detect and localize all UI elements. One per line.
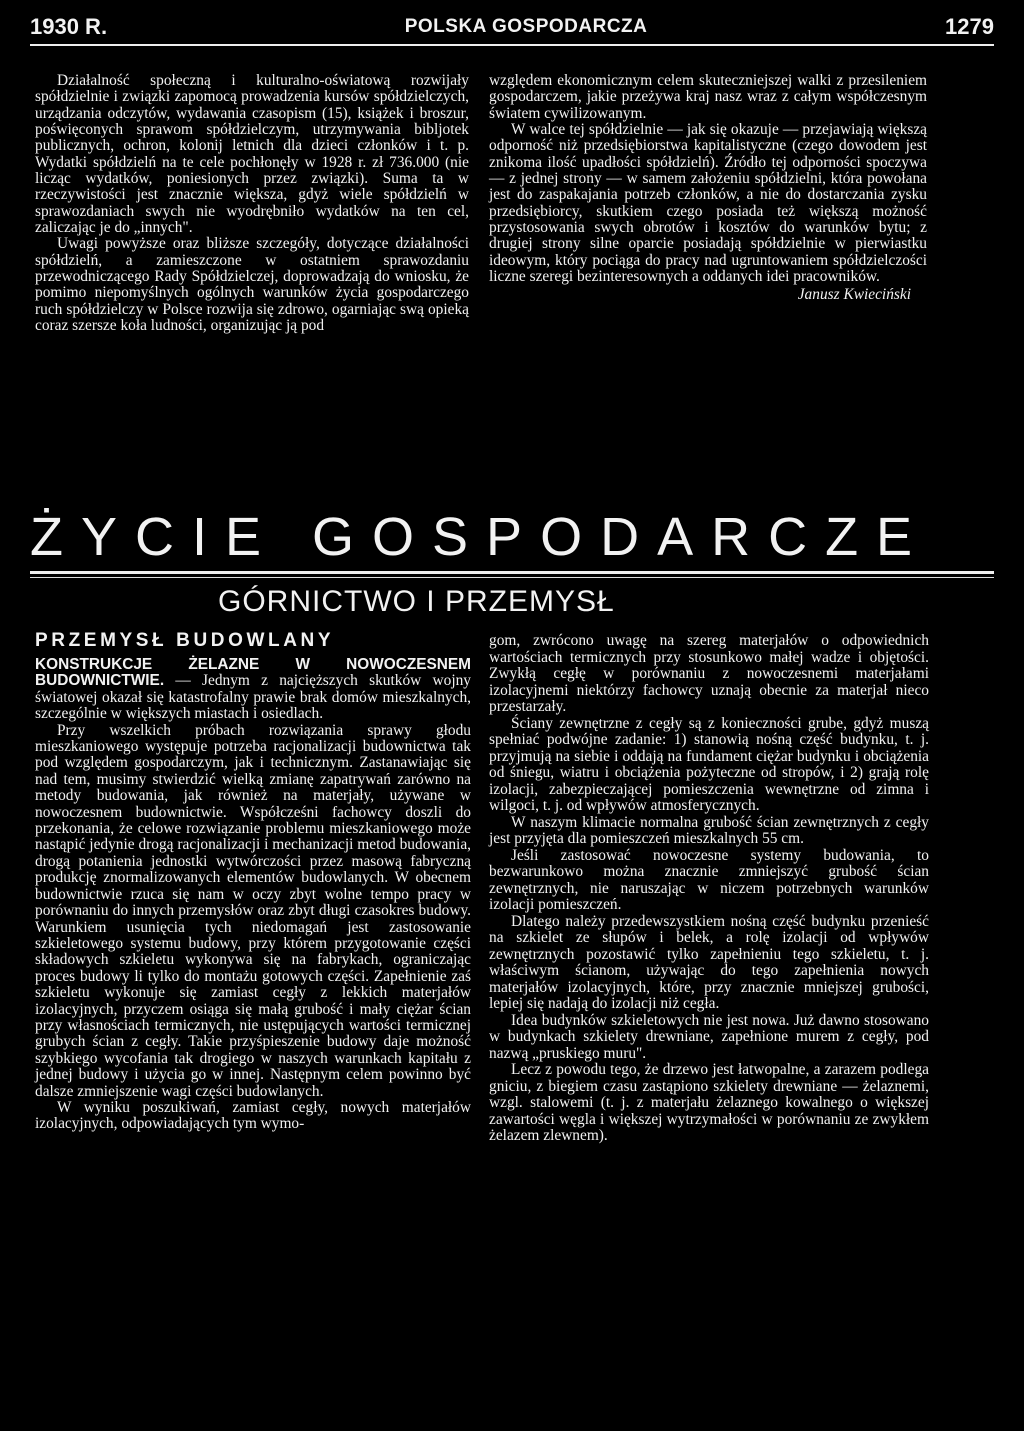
paragraph: W naszym klimacie normalna grubość ścian zewnętrznych z cegły jest przyjęta dla pomieszczeń mieszkalnych 55 cm.: [489, 813, 929, 847]
header-magazine-title: POLSKA GOSPODARCZA: [404, 16, 648, 37]
page-header: [30, 10, 994, 46]
paragraph: Działalność społeczną i kulturalno-oświatową rozwijały spółdzielnie i związki zapomocą prowadzenia kursów spółdzielczych, urządzania odczytów, wydawania czasopism (15), książek i broszur, poświęconych sprawom spółdzielczym, utrzymywania bibljotek publicznych, ochron, kolonij letnich dla dzieci członków i t. p. Wydatki spółdzielń na te cele pochłonęły w 1928 r. zł 736.000 (nie licząc wydatków, poniesionych przez związki). Suma ta w rzeczywistości jest znacznie większa, gdyż wiele spółdzielń w sprawozdaniach swych nie wyodrębniło wydatków na ten cel, zaliczając je do „innych".: [35, 72, 469, 237]
author-signature: Janusz Kwieciński: [797, 286, 911, 304]
paragraph: Idea budynków szkieletowych nie jest nowa. Już dawno stosowano w budynkach szkielety drewniane, zapełnione murem z cegły, pod nazwą „pruskiego muru".: [489, 1011, 929, 1062]
paragraph: względem ekonomicznym celem skuteczniejszej walki z przesileniem gospodarczem, jakie przeżywa kraj nasz wraz z całym współczesnym światem cywilizowanym.: [489, 72, 927, 122]
paragraph: Ściany zewnętrzne z cegły są z konieczności grube, gdyż muszą spełniać podwójne zadanie: 1) stanowią nośną część budynku, t. j. przyjmują na siebie i oddają na fundament ciężar budynku i obciążenia od śniegu, wiatru i obciążenia pożyteczne od stropów, i 2) grają rolę izolacji, zabezpieczającej pomieszczenia wewnętrzne od zimna i wilgoci, t. j. od wpływów atmosferycznych.: [489, 714, 929, 814]
divider: [30, 577, 994, 578]
lead-paragraph: [35, 657, 471, 723]
header-year: 1930 R.: [30, 14, 108, 39]
paragraph: W wyniku poszukiwań, zamiast cegły, nowych materjałów izolacyjnych, odpowiadających tym wymo-: [35, 1098, 471, 1133]
paragraph: Jeśli zastosować nowoczesne systemy budowania, to bezwarunkowo można znacznie zmniejszyć grubość ścian zewnętrznych, nie naruszając w niczem potrzebnych warunków izolacji pomieszczeń.: [489, 846, 929, 913]
top-left-column: [35, 73, 469, 335]
paragraph: Dlatego należy przedewszystkiem nośną część budynku przenieść na szkielet ze słupów i belek, a rolę izolacji od wpływów zewnętrznych pozostawić tylko zapełnieniu tego szkieletu, t. j. właściwym ścianom, używając do tego zapełnienia nowych materjałów izolacyjnych, które, przy znacznie mniejszej grubości, lepiej się nadają do izolacji niż cegła.: [489, 912, 929, 1012]
paragraph: Uwagi powyższe oraz bliższe szczegóły, dotyczące działalności spółdzielń, a zamieszczone w ostatniem sprawozdaniu przewodniczącego Rady Spółdzielczej, doprowadzają do wniosku, że pomimo niepomyślnych ogólnych warunków życia gospodarczego ruch spółdzielczy w Polsce rozwija się zdrowo, ogarniając swą opieką coraz szersze koła ludności, organizując ją pod: [35, 235, 469, 335]
paragraph: Lecz z powodu tego, że drzewo jest łatwopalne, a zarazem podlega gniciu, z biegiem czasu zastąpiono szkielety drewniane — żelaznemi, wzgl. stalowemi (t. j. z materjału żelaznego kowalnego o większej zawartości węgla i większej wytrzymałości w porównaniu ze zwykłem żelazem zlewnem).: [489, 1061, 929, 1144]
paragraph: Przy wszelkich próbach rozwiązania sprawy głodu mieszkaniowego występuje potrzeba racjonalizacji budownictwa tak pod względem gospodarczym, jak i technicznym. Zastanawiając się nad tem, musimy stwierdzić wielką zmianę zapatrywań zarówno na metody budowania, jak również na materjały, używane w nowoczesnem budownictwie. Współcześni fachowcy doszli do przekonania, że celowe rozwiązanie problemu mieszkaniowego może nastąpić jedynie drogą racjonalizacji i mechanizacji metod budowania, drogą potanienia jednostki wytwórczości przez masową fabryczną produkcję znormalizowanych elementów budowlanych. W obecnem budownictwie rzuca się nam w oczy zbyt wolne tempo pracy w porównaniu do innych przemysłów oraz zbyt długi czasokres budowy. Warunkiem usunięcia tych niedomagań jest zastosowanie szkieletowego systemu budowy, przy którem przygotowanie części składowych szkieletu wykonywa się na fabrykach, ograniczając proces budowy li tylko do montażu gotowych części. Zapełnienie zaś szkieletu wykonuje się zamiast cegły z lekkich materjałów izolacyjnych, przyczem osiąga się małą grubość i mały ciężar ścian przy własnościach termicznych, nie ustępujących wartości termicznej grubych ścian z cegły. Takie przyśpieszenie budowy daje możność szybkiego wycofania tak drogiego w naszych warunkach kapitału z jednej budowy i użycia go w innej. Następnym celem powinno być dalsze zmniejszenie wagi części budowlanych.: [35, 721, 471, 1100]
bottom-right-column: [489, 633, 929, 1145]
bottom-left-column: [35, 657, 471, 1133]
section-heading: ŻYCIE GOSPODARCZE: [30, 507, 931, 567]
lead-text: — Jednym z najcięższych skutków wojny światowej okazał się katastrofalny prawie brak domów mieszkalnych, szczególnie w większych miastach i osiedlach.: [35, 672, 471, 723]
top-right-column: [489, 73, 927, 304]
subsection-heading: GÓRNICTWO I PRZEMYSŁ: [218, 585, 615, 618]
article-category-heading: PRZEMYSŁ BUDOWLANY: [35, 630, 335, 651]
article-title: KONSTRUKCJE ŻELAZNE W NOWOCZESNEM BUDOWNICTWIE.: [35, 656, 471, 690]
header-page-number: 1279: [945, 14, 994, 39]
divider: [30, 571, 994, 574]
paragraph: gom, zwrócono uwagę na szereg materjałów o odpowiednich wartościach termicznych przy stosunkowo małej wadze i objętości. Zwykłą cegłę w porównaniu z nowoczesnemi materjałami izolacyjnemi niektórzy fachowcy uznają obecnie za materjał nieco przestarzały.: [489, 632, 929, 715]
paragraph: W walce tej spółdzielnie — jak się okazuje — przejawiają większą odporność niż przedsiębiorstwa kapitalistyczne (czego dowodem jest znikoma ilość upadłości spółdzielń). Źródło tej odporności spoczywa — z jednej strony — w samem założeniu spółdzielni, która powołana jest do zaspakajania potrzeb członków, a nie do dostarczania zysku przedsiębiorcy, skutkiem czego posiada też większą możność przystosowania swych obrotów i kosztów do warunków bytu; z drugiej strony silne oparcie posiadają spółdzielnie w pierwiastku ideowym, który pociąga do pracy nad ugruntowaniem spółdzielczości liczne szeregi bezinteresownych a oddanych idei pracowników.: [489, 121, 927, 286]
